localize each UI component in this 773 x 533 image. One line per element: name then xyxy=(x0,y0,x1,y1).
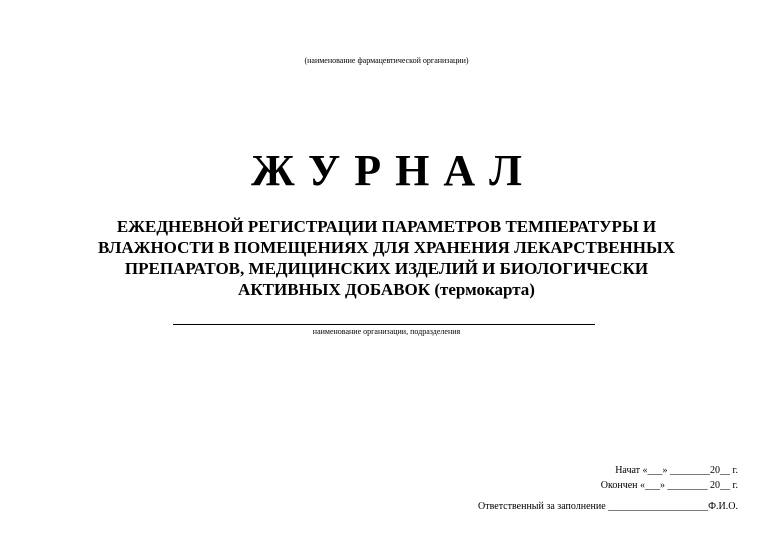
organization-name-caption: наименование организации, подразделения xyxy=(312,327,461,336)
responsible-person-line: Ответственный за заполнение ____________________Ф.И.О. xyxy=(478,501,738,512)
subtitle-line-3: ПРЕПАРАТОВ, МЕДИЦИНСКИХ ИЗДЕЛИЙ И БИОЛОГИЧЕСКИ xyxy=(124,259,649,278)
end-date-line: Окончен «___» ________ 20__ г. xyxy=(600,480,738,491)
subtitle-line-4: АКТИВНЫХ ДОБАВОК (термокарта) xyxy=(238,280,535,299)
journal-subtitle xyxy=(40,216,733,300)
subtitle-line-2: ВЛАЖНОСТИ В ПОМЕЩЕНИЯХ ДЛЯ ХРАНЕНИЯ ЛЕКАРСТВЕННЫХ xyxy=(98,238,675,257)
pharmacy-organization-caption: (наименование фармацевтической организации) xyxy=(304,56,469,65)
journal-title: ЖУРНАЛ xyxy=(251,146,536,195)
subtitle-line-1: ЕЖЕДНЕВНОЙ РЕГИСТРАЦИИ ПАРАМЕТРОВ ТЕМПЕРАТУРЫ И xyxy=(116,217,657,236)
start-date-line: Начат «___» ________20__ г. xyxy=(615,465,738,476)
organization-name-line xyxy=(173,324,595,325)
